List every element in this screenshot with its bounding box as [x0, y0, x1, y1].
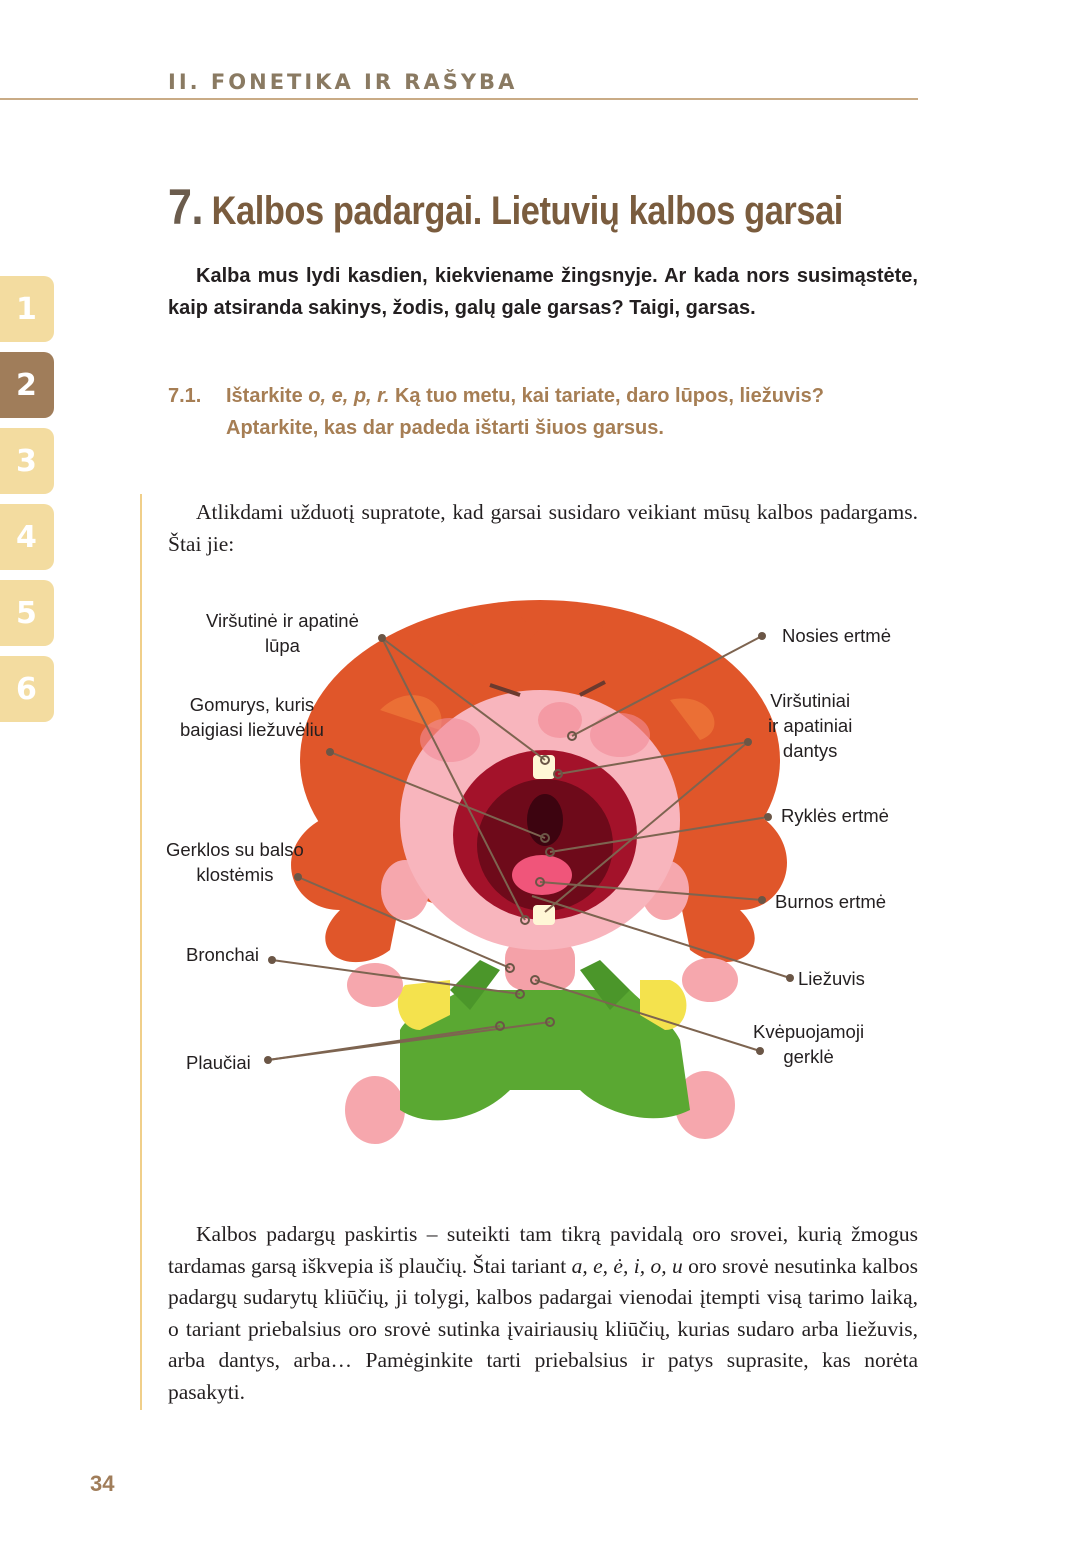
- chapter-tab-6[interactable]: 6: [0, 656, 54, 722]
- paragraph-2-part-a: Kalbos padargų paskirtis – suteikti tam tikrą pavidalą oro srovei, kurią žmogus tardamas garsą iškvepia iš plaučių. Štai tariant: [168, 1222, 918, 1278]
- running-header: II. FONETIKA IR RAŠYBA: [168, 70, 518, 94]
- label-trachea: [753, 1019, 864, 1069]
- label-larynx-line1: Gerklos su balso: [166, 839, 304, 860]
- label-palate-line2: baigiasi liežuvėliu: [180, 719, 324, 740]
- header-rule: [0, 98, 918, 100]
- label-lips-line1: Viršutinė ir apatinė: [206, 610, 359, 631]
- label-lungs: Plaučiai: [186, 1052, 251, 1073]
- lesson-number: 7.: [168, 179, 204, 235]
- label-lips: [206, 608, 359, 658]
- label-teeth-line2: ir apatiniai: [768, 715, 853, 736]
- lesson-title: [168, 178, 843, 236]
- chapter-tab-4[interactable]: 4: [0, 504, 54, 570]
- label-pharynx: Ryklės ertmė: [781, 805, 889, 826]
- chapter-tab-3[interactable]: 3: [0, 428, 54, 494]
- label-tongue: Liežuvis: [798, 968, 865, 989]
- label-nasal-cavity: Nosies ertmė: [782, 625, 891, 646]
- paragraph-2: [168, 1219, 918, 1408]
- intro-paragraph: Kalba mus lydi kasdien, kiekviename žingsnyje. Ar kada nors susimąstėte, kaip atsiranda sakinys, žodis, galų gale garsas? Taigi, garsas.: [168, 265, 918, 319]
- task-7-1: [168, 380, 918, 444]
- label-palate: [180, 692, 324, 742]
- label-teeth-line3: dantys: [782, 740, 838, 761]
- task-number: 7.1.: [168, 385, 202, 407]
- margin-rule: [140, 494, 142, 1410]
- label-oral-cavity: Burnos ertmė: [775, 891, 887, 912]
- label-teeth: [768, 688, 852, 763]
- task-letters: o, e, p, r.: [308, 385, 390, 407]
- chapter-tab-2[interactable]: 2: [0, 352, 54, 418]
- speech-organs-figure: [150, 590, 930, 1170]
- label-trachea-line2: gerklė: [783, 1046, 834, 1067]
- paragraph-2-vowels: a, e, ė, i, o, u: [571, 1253, 683, 1278]
- tongue-shape: [512, 855, 572, 895]
- chapter-tab-1[interactable]: 1: [0, 276, 54, 342]
- label-teeth-line1: Viršutiniai: [770, 690, 851, 711]
- label-lips-line2: lūpa: [264, 635, 300, 656]
- label-palate-line1: Gomurys, kuris: [189, 694, 315, 715]
- paragraph-1: Atlikdami užduotį supratote, kad garsai susidaro veikiant mūsų kalbos padargams. Štai jie:: [168, 500, 918, 556]
- chapter-tab-5[interactable]: 5: [0, 580, 54, 646]
- label-larynx: [166, 837, 304, 887]
- lesson-title-text: Kalbos padargai. Lietuvių kalbos garsai: [211, 189, 843, 233]
- page-number: 34: [90, 1471, 115, 1496]
- task-text: [226, 380, 918, 444]
- task-text-post: Ką tuo metu, kai tariate, daro lūpos, liežuvis? Aptarkite, kas dar padeda ištarti šiuos garsus.: [226, 385, 824, 439]
- task-text-pre: Ištarkite: [226, 385, 309, 407]
- label-trachea-line1: Kvėpuojamoji: [753, 1021, 865, 1042]
- label-larynx-line2: klostėmis: [196, 864, 274, 885]
- label-bronchi: Bronchai: [186, 944, 260, 965]
- paragraph-2-part-b: oro srovė nesutinka kalbos padargų sudarytų kliūčių, ji tolygi, kalbos padargai vienodai įtempti visą tarimo laiką, o tariant priebalsius oro srovė sutinka įvairiausių kliūčių, kurias sudaro arba liežuvis, arba dantys, arba… Pamėginkite tarti priebalsius ir patys suprasite, kas norėta pasakyti.: [168, 1253, 918, 1404]
